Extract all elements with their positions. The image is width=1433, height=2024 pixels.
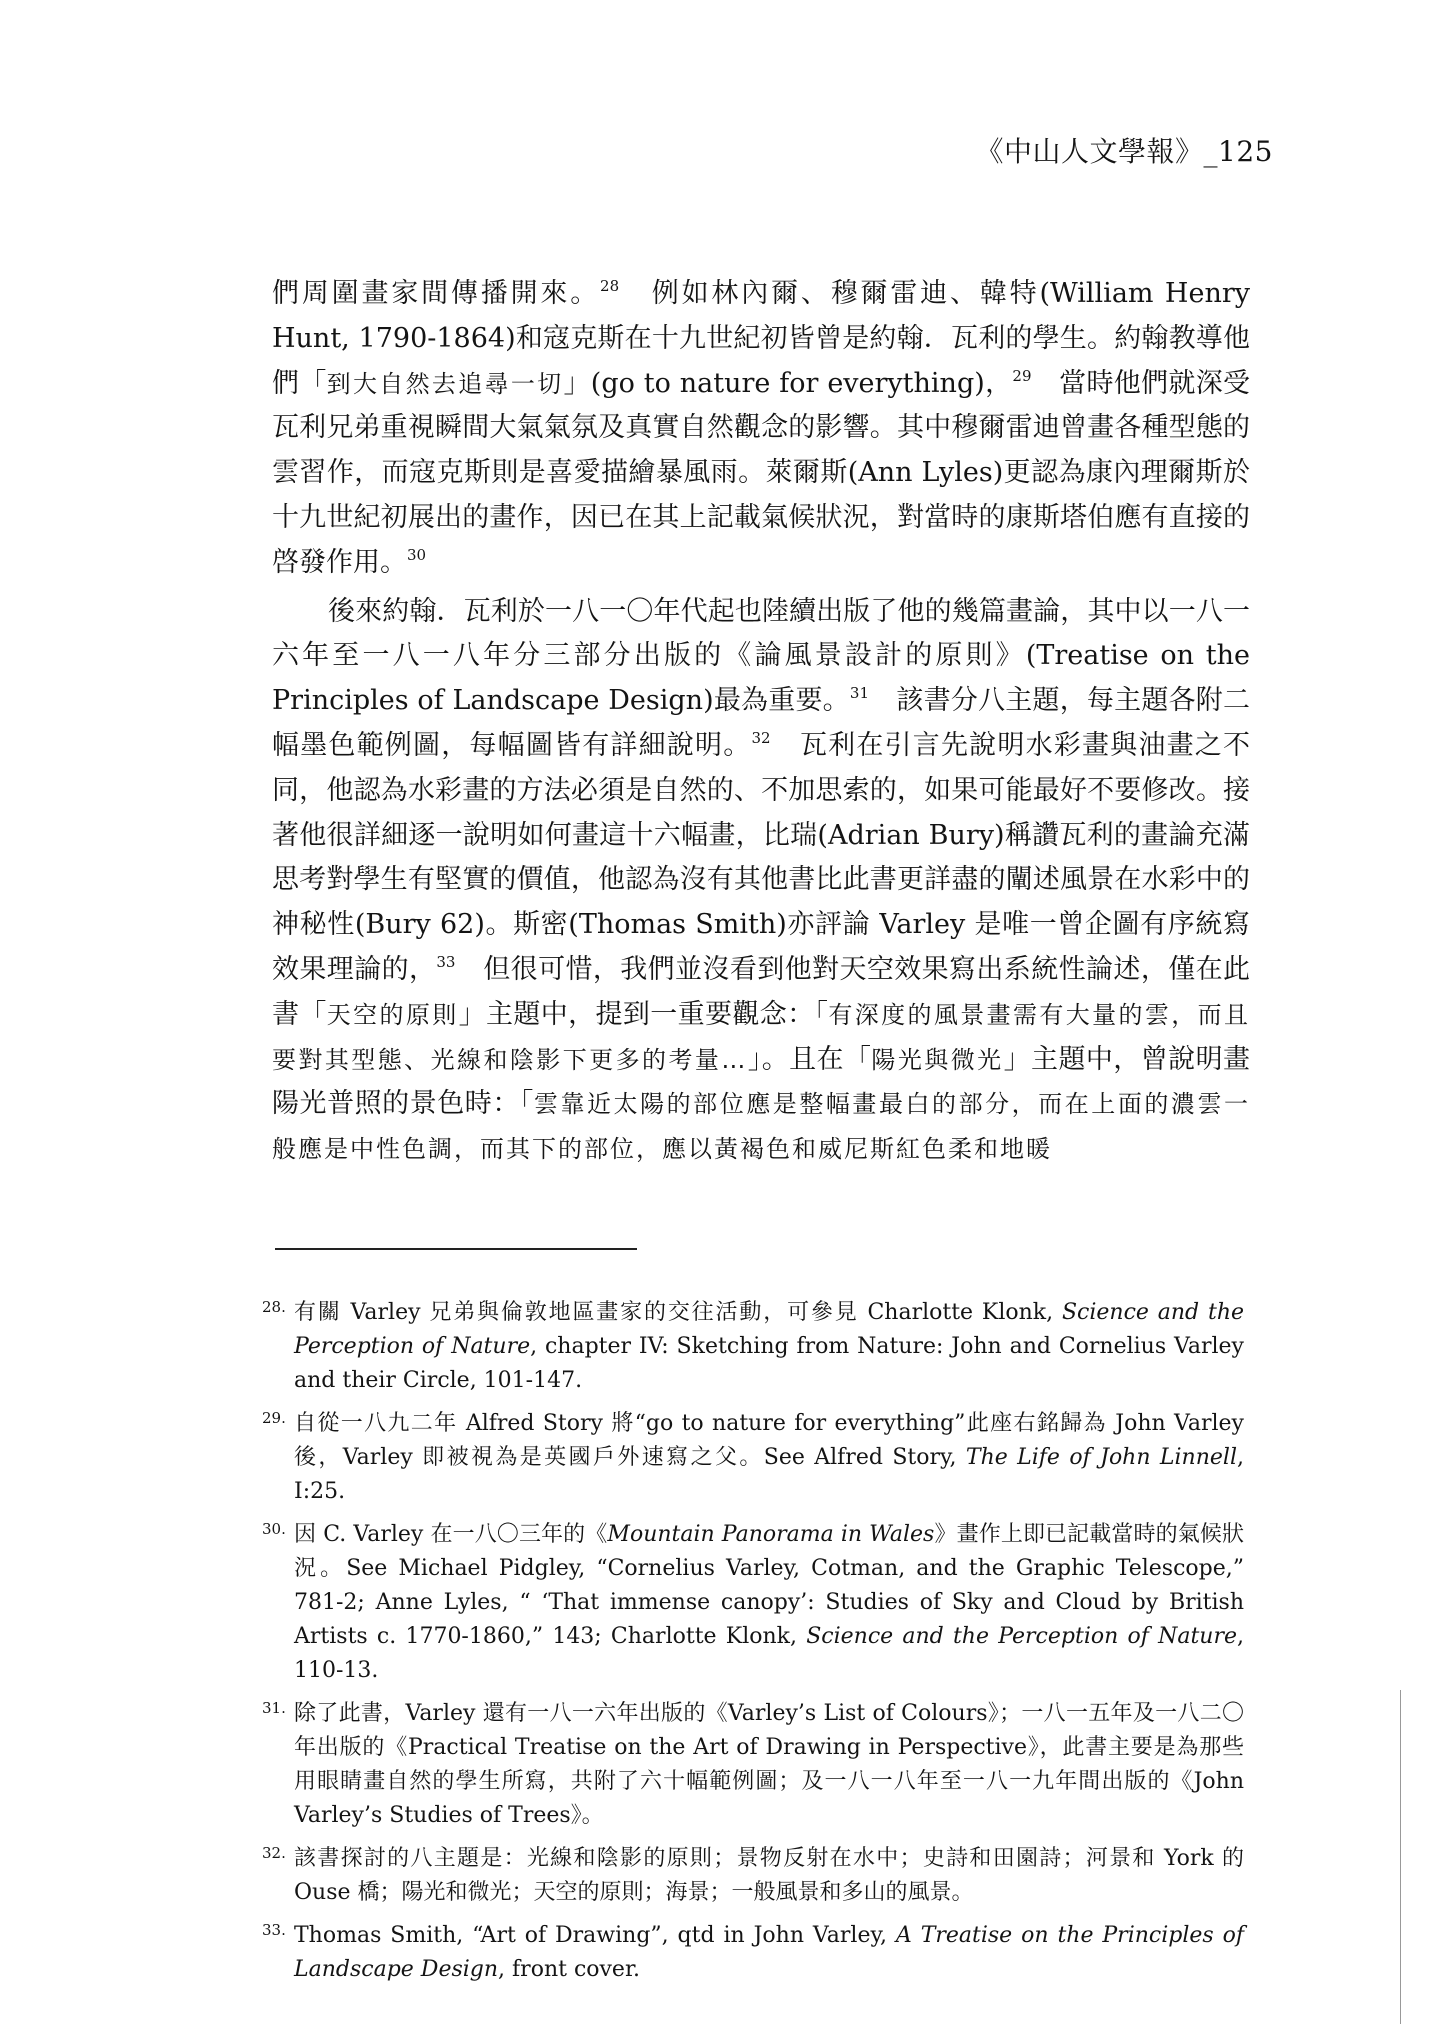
footnote (262, 1697, 1244, 1833)
text-run: 」主題中，提到一重要觀念：「 (458, 998, 829, 1030)
footnote (262, 1842, 1244, 1910)
text-run: 們周圍畫家間傳播開來。 (272, 278, 601, 309)
quoted-text: 到大自然去追尋一切 (326, 369, 564, 398)
footnote-number: 28. (262, 1298, 286, 1316)
running-header (976, 130, 1273, 170)
italic-title: The Life of John Linnell (965, 1445, 1237, 1470)
quoted-text: 天空的原則 (326, 1000, 459, 1029)
scan-edge-line (1400, 1690, 1401, 2024)
paragraph (272, 590, 1250, 1172)
text-run: 但很可惜，我們並沒看到他對天空效果寫出系統性論述，僅在此書「 (272, 953, 1251, 1030)
text-run: 」主題中，曾說明畫陽光普照的景色時：「 (272, 1043, 1251, 1120)
footnote-separator (275, 1248, 637, 1250)
italic-title: Mountain Panorama in Wales (607, 1522, 935, 1547)
text-run: 瓦利在引言先說明水彩畫與油畫之不同，他認為水彩畫的方法必須是自然的、不加思索的，如果可能最好不要修改。接著他很詳細逐一說明如何畫這十六幅畫，比瑞(Adrian Bury)稱讚瓦利的畫論充滿思考對學生有堅實的價值，他認為沒有其他書比此書更詳盡的闡述風景在水彩中的神秘性(Bury 62)。斯密(Thomas Smith)亦評論 Varley 是唯一曾企圖有序統寫效果理論的， (272, 729, 1250, 985)
footnote-ref[interactable]: 33 (436, 952, 456, 971)
text-run: 因 C. Varley 在一八〇三年的《 (294, 1522, 608, 1547)
italic-title: A Treatise on the Principles of Landscape Design (294, 1923, 1244, 1982)
text-run: 後來約翰．瓦利於一八一〇年代起也陸續出版了他的幾篇畫論，其中以一八一六年至一八一八年分三部分出版的《論風景設計的原則》(Treatise on the Principles of Landscape Design)最為重要。 (272, 595, 1250, 717)
text-run: 該書探討的八主題是：光線和陰影的原則；景物反射在水中；史詩和田園詩；河景和 York 的 Ouse 橋；陽光和微光；天空的原則；海景；一般風景和多山的風景。 (294, 1846, 1244, 1905)
main-text (272, 272, 1250, 1172)
text-run: 」。且在「 (747, 1043, 872, 1075)
text-run: 除了此書，Varley 還有一八一六年出版的《Varley’s List of Colours》；一八一五年及一八二〇年出版的《Practical Treatise on the Art of Drawing in Perspective》，此書主要是為那些用眼睛畫自然的學生所寫，共附了六十幅範例圖；及一八一八年至一八一九年間出版的《John Varley’s Studies of Trees》。 (294, 1701, 1244, 1828)
footnote (262, 1919, 1244, 1987)
text-run: 當時他們就深受瓦利兄弟重視瞬間大氣氣氛及真實自然觀念的影響。其中穆爾雷迪曾畫各種型態的雲習作，而寇克斯則是喜愛描繪暴風雨。萊爾斯(Ann Lyles)更認為康內理爾斯於十九世紀初展出的畫作，因已在其上記載氣候狀況，對當時的康斯塔伯應有直接的啓發作用。 (272, 367, 1251, 578)
page-number: _125 (1203, 135, 1273, 168)
footnote-number: 29. (262, 1409, 286, 1427)
footnote-ref[interactable]: 31 (849, 684, 869, 703)
footnotes (262, 1296, 1244, 1996)
text-run: , chapter IV: Sketching from Nature: John and Cornelius Varley and their Circle, 101-147. (294, 1334, 1244, 1393)
paragraph (272, 272, 1250, 586)
quoted-text: 有深度的風景畫需有大量的雲，而且要對其型態、光線和陰影下更多的考量… (272, 1000, 1250, 1074)
italic-title: Science and the Perception of Nature (806, 1624, 1238, 1649)
text-run: 自從一八九二年 Alfred Story 將“go to nature for everything”此座右銘歸為 John Varley 後，Varley 即被視為是英國戶外速寫之父。See Alfred Story, (294, 1411, 1244, 1470)
text-run: 例如林內爾、穆爾雷迪、韓特(William Henry Hunt, 1790-1864)和寇克斯在十九世紀初皆曾是約翰．瓦利的學生。約翰教導他們「 (272, 278, 1250, 399)
journal-title: 《中山人文學報》 (975, 135, 1204, 168)
text-run: 」(go to nature for everything)， (563, 367, 1013, 399)
footnote-ref[interactable]: 32 (751, 728, 771, 747)
footnote-number: 31. (262, 1699, 286, 1717)
footnote-ref[interactable]: 30 (407, 545, 427, 564)
text-run: 該書分八主題，每主題各附二幅墨色範例圖，每幅圖皆有詳細說明。 (272, 685, 1251, 761)
quoted-text: 雲靠近太陽的部位應是整幅畫最白的部分，而在上面的濃雲一般應是中性色調，而其下的部位，應以黃褐色和威尼斯紅色柔和地暖 (272, 1090, 1251, 1164)
footnote (262, 1407, 1244, 1509)
footnote-ref[interactable]: 28 (600, 277, 620, 295)
quoted-text: 陽光與微光 (871, 1045, 1004, 1074)
footnote (262, 1296, 1244, 1398)
footnote-ref[interactable]: 29 (1012, 366, 1032, 385)
footnote-number: 32. (262, 1844, 286, 1862)
text-run: , 110-13. (294, 1624, 1245, 1683)
footnote-number: 30. (262, 1520, 286, 1538)
footnote (262, 1518, 1244, 1688)
text-run: , front cover. (498, 1957, 641, 1982)
text-run: 》畫作上即已記載當時的氣候狀況。See Michael Pidgley, “Cornelius Varley, Cotman, and the Graphic Telescope,” 781-2; Anne Lyles, “ ‘That immense canopy’: Studies of Sky and Cloud by British Artists c. 1770-1860,” 143; Charlotte Klonk, (294, 1522, 1244, 1649)
text-run: , I:25. (294, 1445, 1244, 1504)
text-run: Thomas Smith, “Art of Drawing”, qtd in John Varley, (294, 1923, 896, 1948)
text-run: 有關 Varley 兄弟與倫敦地區畫家的交往活動，可參見 Charlotte Klonk, (294, 1300, 1062, 1325)
italic-title: Science and the Perception of Nature (294, 1300, 1245, 1359)
footnote-number: 33. (262, 1921, 286, 1939)
